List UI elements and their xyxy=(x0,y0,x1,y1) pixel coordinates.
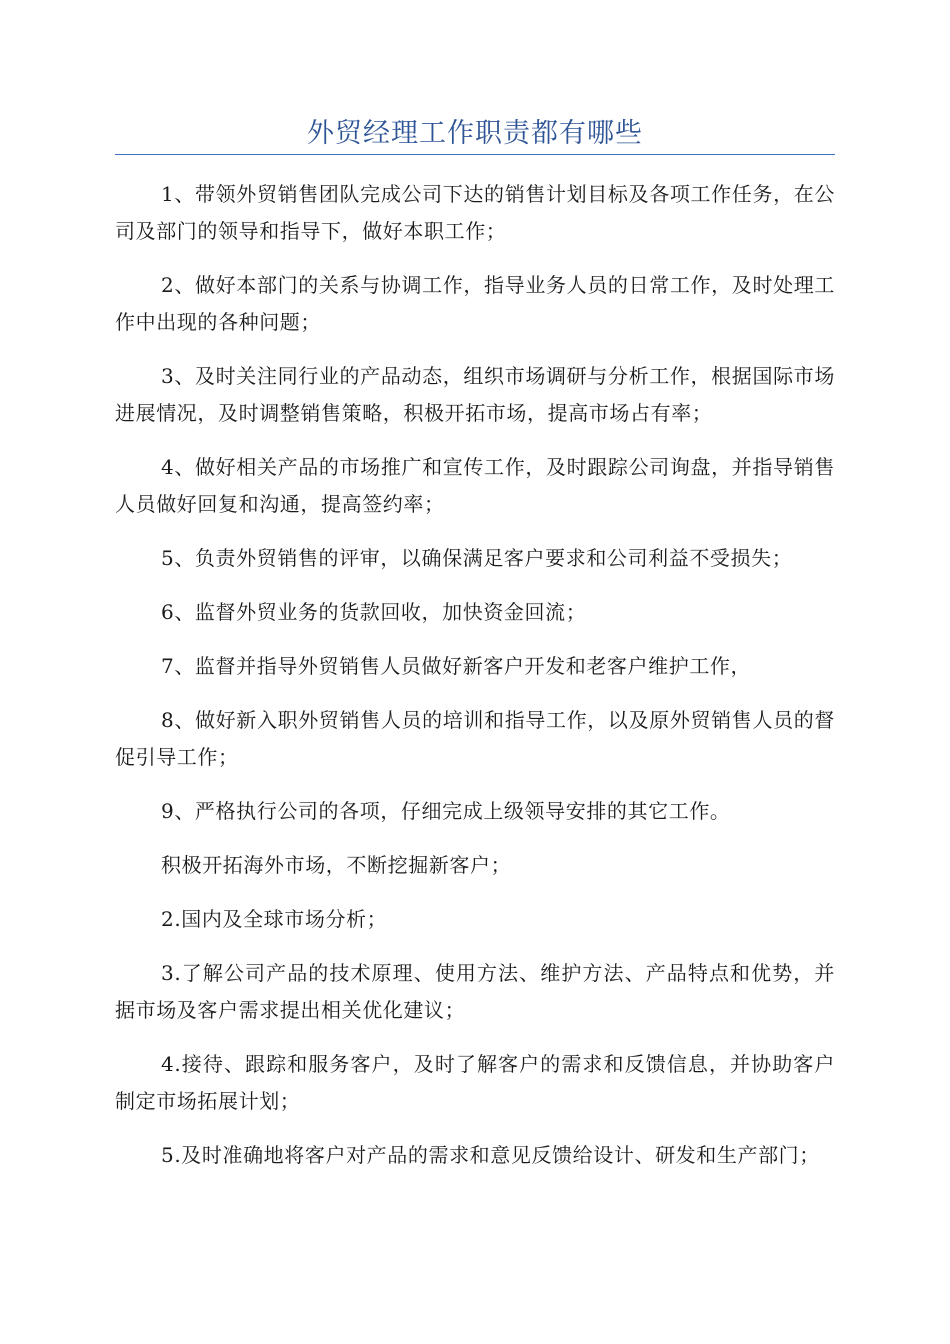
document-body xyxy=(115,176,835,1191)
paragraph-1: 1、带领外贸销售团队完成公司下达的销售计划目标及各项工作任务，在公司及部门的领导和指导下，做好本职工作； xyxy=(115,182,835,243)
paragraph-3: 3、及时关注同行业的产品动态，组织市场调研与分析工作，根据国际市场进展情况，及时调整销售策略，积极开拓市场，提高市场占有率； xyxy=(115,364,835,425)
paragraph-5: 5、负责外贸销售的评审，以确保满足客户要求和公司利益不受损失； xyxy=(161,546,793,570)
paragraph-8: 8、做好新入职外贸销售人员的培训和指导工作，以及原外贸销售人员的督促引导工作； xyxy=(115,708,835,769)
title-underline xyxy=(115,154,835,155)
paragraph-4: 4、做好相关产品的市场推广和宣传工作，及时跟踪公司询盘，并指导销售人员做好回复和沟通，提高签约率； xyxy=(115,455,835,516)
paragraph-2: 2、做好本部门的关系与协调工作，指导业务人员的日常工作，及时处理工作中出现的各种问题； xyxy=(115,273,835,334)
paragraph-12: 3.了解公司产品的技术原理、使用方法、维护方法、产品特点和优势，并据市场及客户需求提出相关优化建议； xyxy=(115,961,835,1022)
paragraph-7: 7、监督并指导外贸销售人员做好新客户开发和老客户维护工作， xyxy=(161,654,752,678)
paragraph-11: 2.国内及全球市场分析； xyxy=(161,907,388,931)
paragraph-6: 6、监督外贸业务的货款回收，加快资金回流； xyxy=(161,600,587,624)
document-title: 外贸经理工作职责都有哪些 xyxy=(307,118,643,149)
paragraph-14: 5.及时准确地将客户对产品的需求和意见反馈给设计、研发和生产部门； xyxy=(161,1143,820,1167)
paragraph-10: 积极开拓海外市场，不断挖掘新客户； xyxy=(161,853,512,877)
paragraph-13: 4.接待、跟踪和服务客户，及时了解客户的需求和反馈信息，并协助客户制定市场拓展计划； xyxy=(115,1052,835,1113)
paragraph-9: 9、严格执行公司的各项，仔细完成上级领导安排的其它工作。 xyxy=(161,799,731,823)
